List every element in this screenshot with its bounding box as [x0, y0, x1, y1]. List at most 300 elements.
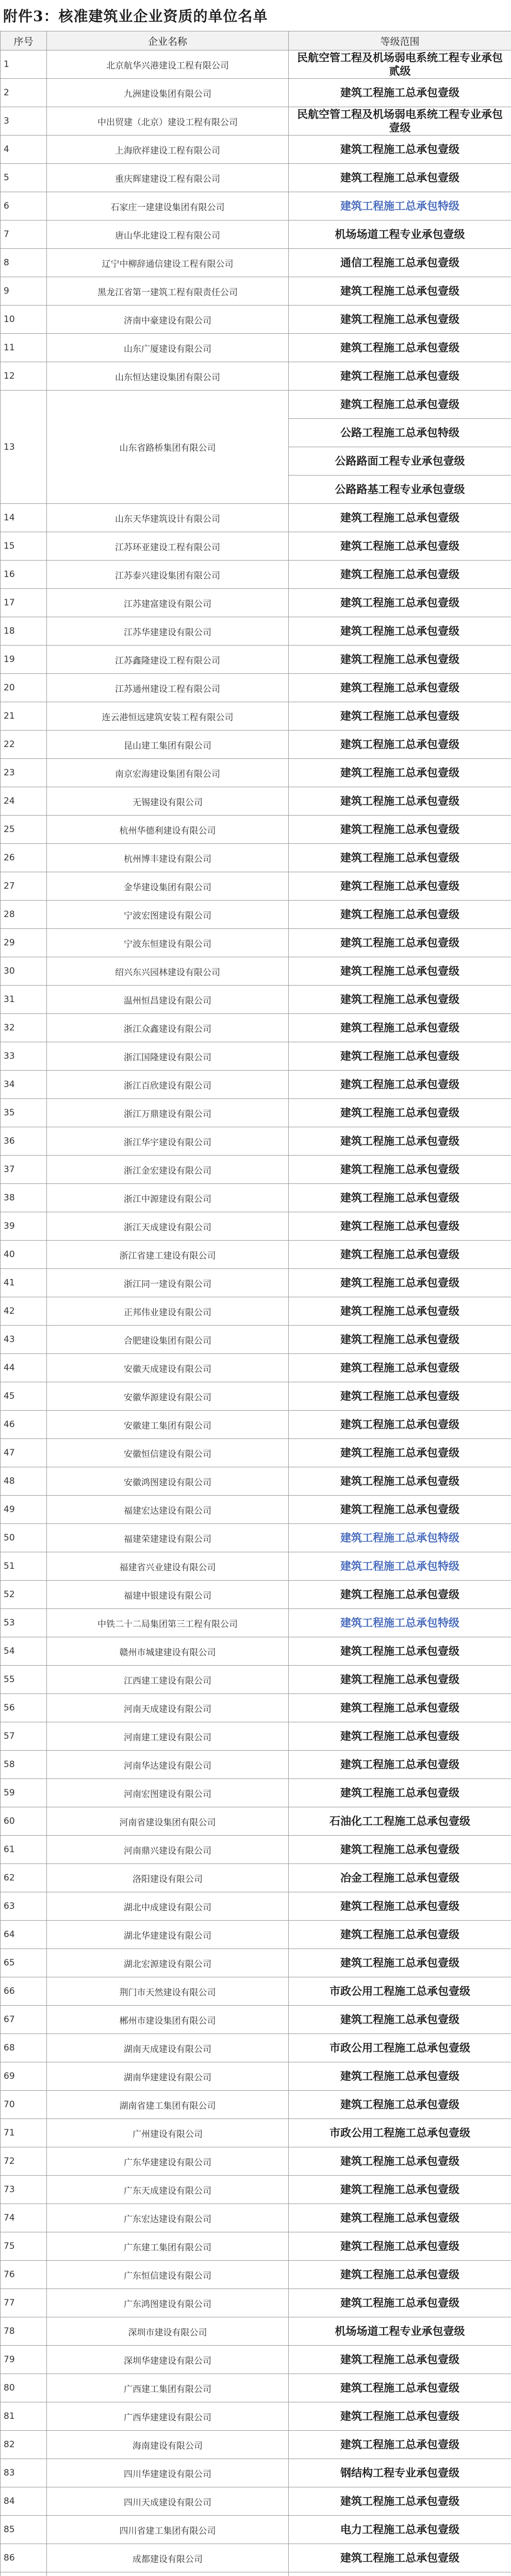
- table-row: [1, 2119, 511, 2147]
- qualification-scope: 建筑工程施工总承包壹级: [289, 2487, 511, 2516]
- row-number: 4: [1, 135, 47, 164]
- row-number: 68: [1, 2034, 47, 2062]
- company-name: 绍兴东兴园林建设有限公司: [47, 957, 289, 986]
- qualification-scope: 建筑工程施工总承包壹级: [289, 306, 511, 334]
- table-row: [1, 561, 511, 589]
- qualification-scope: 建筑工程施工总承包壹级: [289, 1751, 511, 1779]
- company-name: 四川省建工集团有限公司: [47, 2516, 289, 2544]
- qualification-scope: 建筑工程施工总承包壹级: [289, 1184, 511, 1212]
- qualification-scope: 建筑工程施工总承包壹级: [289, 844, 511, 872]
- row-number: 1: [1, 50, 47, 79]
- table-row: [1, 1836, 511, 1864]
- row-number: 43: [1, 1326, 47, 1354]
- table-row: [1, 1892, 511, 1921]
- company-name: 福建省兴业建设有限公司: [47, 1552, 289, 1581]
- company-name: 湖北华建建设有限公司: [47, 1921, 289, 1949]
- row-number: 10: [1, 306, 47, 334]
- qualification-scope: 建筑工程施工总承包壹级: [289, 1921, 511, 1949]
- company-name: 正邦伟业建设有限公司: [47, 1297, 289, 1326]
- qualification-scope: 建筑工程施工总承包壹级: [289, 1127, 511, 1156]
- company-name: 杭州博丰建设有限公司: [47, 844, 289, 872]
- qualification-scope: 建筑工程施工总承包壹级: [289, 561, 511, 589]
- company-name: 安徽建工集团有限公司: [47, 1411, 289, 1439]
- company-name: 河南鼎兴建设有限公司: [47, 1836, 289, 1864]
- company-name: 广东宏达建设有限公司: [47, 2204, 289, 2232]
- table-row: [1, 135, 511, 164]
- qualification-scope: 建筑工程施工总承包壹级: [289, 277, 511, 306]
- row-number: 67: [1, 2006, 47, 2034]
- row-number: 32: [1, 1014, 47, 1042]
- table-row: [1, 277, 511, 306]
- row-number: 40: [1, 1241, 47, 1269]
- qualification-scope: 建筑工程施工总承包壹级: [289, 901, 511, 929]
- row-number: 81: [1, 2402, 47, 2431]
- company-name: 宁波东恒建设有限公司: [47, 929, 289, 957]
- qualification-scope: 建筑工程施工总承包壹级: [289, 1042, 511, 1071]
- row-number: 5: [1, 164, 47, 192]
- row-number: 14: [1, 504, 47, 532]
- company-name: 江西建工建设有限公司: [47, 1666, 289, 1694]
- row-number: 23: [1, 759, 47, 787]
- company-name: 无锡建设有限公司: [47, 787, 289, 816]
- company-name: 深圳市建设有限公司: [47, 2317, 289, 2346]
- table-row: [1, 731, 511, 759]
- company-name: 连云港恒远建筑安装工程有限公司: [47, 702, 289, 731]
- table-row: [1, 2487, 511, 2516]
- company-name: 广东恒信建设有限公司: [47, 2261, 289, 2289]
- qualification-scope: 建筑工程施工总承包壹级: [289, 1722, 511, 1751]
- table-row: [1, 1637, 511, 1666]
- row-number: 52: [1, 1581, 47, 1609]
- table-row: [1, 1779, 511, 1807]
- qualification-scope: 公路路面工程专业承包壹级: [289, 447, 511, 476]
- company-name: 湖北中成建设有限公司: [47, 1892, 289, 1921]
- table-row: [1, 2147, 511, 2176]
- company-name: 江苏环亚建设工程有限公司: [47, 532, 289, 561]
- company-name: 重庆辉建建设工程有限公司: [47, 164, 289, 192]
- qualification-scope: 建筑工程施工总承包壹级: [289, 1354, 511, 1382]
- table-row: [1, 1467, 511, 1496]
- row-number: 36: [1, 1127, 47, 1156]
- company-name: 湖南天成建设有限公司: [47, 2034, 289, 2062]
- company-name: 湖南华建建设有限公司: [47, 2062, 289, 2091]
- qualification-scope: 建筑工程施工总承包壹级: [289, 164, 511, 192]
- company-name: 温州恒昌建设有限公司: [47, 986, 289, 1014]
- company-name: 杭州华德利建设有限公司: [47, 816, 289, 844]
- row-number: 51: [1, 1552, 47, 1581]
- row-number: 44: [1, 1354, 47, 1382]
- row-number: 82: [1, 2431, 47, 2459]
- row-number: 25: [1, 816, 47, 844]
- row-number: 84: [1, 2487, 47, 2516]
- table-row: [1, 1524, 511, 1552]
- row-number: 17: [1, 589, 47, 617]
- company-name: 九洲建设集团有限公司: [47, 79, 289, 107]
- qualification-scope: 建筑工程施工总承包壹级: [289, 1467, 511, 1496]
- company-name: 北京航华兴港建设工程有限公司: [47, 50, 289, 79]
- table-row: [1, 2459, 511, 2487]
- row-number: 50: [1, 1524, 47, 1552]
- row-number: 85: [1, 2516, 47, 2544]
- qualification-scope: 建筑工程施工总承包壹级: [289, 1156, 511, 1184]
- qualification-scope: 石油化工工程施工总承包壹级: [289, 1807, 511, 1836]
- row-number: 2: [1, 79, 47, 107]
- table-row: [1, 79, 511, 107]
- company-name: 赣州市城建建设有限公司: [47, 1637, 289, 1666]
- table-row: [1, 1241, 511, 1269]
- company-name: 海南建设有限公司: [47, 2431, 289, 2459]
- table-row: [1, 2091, 511, 2119]
- company-name: 成都建设有限公司: [47, 2544, 289, 2572]
- row-number: 73: [1, 2176, 47, 2204]
- company-name: 安徽鸿图建设有限公司: [47, 1467, 289, 1496]
- company-name: 金华建设集团有限公司: [47, 872, 289, 901]
- company-name: 广东天成建设有限公司: [47, 2176, 289, 2204]
- table-body: [1, 50, 511, 2576]
- table-row: [1, 306, 511, 334]
- row-number: 86: [1, 2544, 47, 2572]
- qualification-scope: 建筑工程施工总承包壹级: [289, 646, 511, 674]
- qualification-scope: 建筑工程施工总承包壹级: [289, 1836, 511, 1864]
- table-row: [1, 872, 511, 901]
- table-row: [1, 2034, 511, 2062]
- table-row: [1, 2006, 511, 2034]
- qualification-scope: 建筑工程施工总承包特级: [289, 1609, 511, 1637]
- row-number: 39: [1, 1212, 47, 1241]
- qualification-scope: 建筑工程施工总承包壹级: [289, 2062, 511, 2091]
- company-name: 洛阳建设有限公司: [47, 1864, 289, 1892]
- row-number: 42: [1, 1297, 47, 1326]
- company-name: 广东华建建设有限公司: [47, 2147, 289, 2176]
- table-row: [1, 2572, 511, 2576]
- company-name: 山东广厦建设有限公司: [47, 334, 289, 362]
- company-name: 广西华建建设有限公司: [47, 2402, 289, 2431]
- company-name: [47, 2572, 289, 2576]
- qualification-scope: 建筑工程施工总承包壹级: [289, 2091, 511, 2119]
- company-name: 宁波宏图建设有限公司: [47, 901, 289, 929]
- company-name: 四川华建建设有限公司: [47, 2459, 289, 2487]
- row-number: 58: [1, 1751, 47, 1779]
- table-row: [1, 2374, 511, 2402]
- table-row: [1, 986, 511, 1014]
- qualification-scope: 建筑工程施工总承包壹级: [289, 872, 511, 901]
- table-row: [1, 2261, 511, 2289]
- row-number: 75: [1, 2232, 47, 2261]
- qualification-scope: 冶金工程施工总承包壹级: [289, 1864, 511, 1892]
- row-number: 34: [1, 1071, 47, 1099]
- row-number: 48: [1, 1467, 47, 1496]
- company-name: 深圳华建建设有限公司: [47, 2346, 289, 2374]
- row-number: 30: [1, 957, 47, 986]
- table-row: [1, 1354, 511, 1382]
- row-number: 60: [1, 1807, 47, 1836]
- company-name: 郴州市建设集团有限公司: [47, 2006, 289, 2034]
- qualification-scope: 建筑工程施工总承包壹级: [289, 986, 511, 1014]
- row-number: 37: [1, 1156, 47, 1184]
- qualification-scope: 公路工程施工总承包特级: [289, 419, 511, 447]
- row-number: 56: [1, 1694, 47, 1722]
- row-number: 19: [1, 646, 47, 674]
- company-name: 江苏鑫隆建设工程有限公司: [47, 646, 289, 674]
- qualification-scope: [289, 2572, 511, 2576]
- company-name: 河南省建设集团有限公司: [47, 1807, 289, 1836]
- company-name: 广东建工集团有限公司: [47, 2232, 289, 2261]
- company-name: 石家庄一建建设集团有限公司: [47, 192, 289, 221]
- company-name: 广西建工集团有限公司: [47, 2374, 289, 2402]
- qualification-scope: 建筑工程施工总承包壹级: [289, 2006, 511, 2034]
- company-name: 山东恒达建设集团有限公司: [47, 362, 289, 391]
- row-number: 66: [1, 1977, 47, 2006]
- qualification-scope: 建筑工程施工总承包壹级: [289, 2261, 511, 2289]
- row-number: 76: [1, 2261, 47, 2289]
- row-number: 54: [1, 1637, 47, 1666]
- qualification-scope: 建筑工程施工总承包特级: [289, 1524, 511, 1552]
- table-row: [1, 957, 511, 986]
- row-number: 69: [1, 2062, 47, 2091]
- qualification-scope: 建筑工程施工总承包壹级: [289, 2204, 511, 2232]
- row-number: 64: [1, 1921, 47, 1949]
- table-row: [1, 1694, 511, 1722]
- company-name: 安徽恒信建设有限公司: [47, 1439, 289, 1467]
- company-name: 湖北宏源建设有限公司: [47, 1949, 289, 1977]
- qualification-table: [0, 31, 511, 2576]
- table-row: [1, 901, 511, 929]
- table-row: [1, 2402, 511, 2431]
- qualification-scope: 建筑工程施工总承包壹级: [289, 702, 511, 731]
- table-row: [1, 787, 511, 816]
- header-qualification: 等级范围: [289, 31, 511, 50]
- row-number: 63: [1, 1892, 47, 1921]
- row-number: 47: [1, 1439, 47, 1467]
- company-name: 福建中银建设有限公司: [47, 1581, 289, 1609]
- table-row: [1, 164, 511, 192]
- qualification-scope: 建筑工程施工总承包壹级: [289, 759, 511, 787]
- row-number: 15: [1, 532, 47, 561]
- row-number: 12: [1, 362, 47, 391]
- qualification-scope: 市政公用工程施工总承包壹级: [289, 2034, 511, 2062]
- row-number: 49: [1, 1496, 47, 1524]
- row-number: 77: [1, 2289, 47, 2317]
- table-row: [1, 759, 511, 787]
- row-number: 83: [1, 2459, 47, 2487]
- qualification-scope: 建筑工程施工总承包壹级: [289, 1071, 511, 1099]
- company-name: 广州建设有限公司: [47, 2119, 289, 2147]
- qualification-scope: 建筑工程施工总承包壹级: [289, 1439, 511, 1467]
- table-row: [1, 2062, 511, 2091]
- qualification-scope: 建筑工程施工总承包壹级: [289, 1666, 511, 1694]
- qualification-scope: 建筑工程施工总承包壹级: [289, 617, 511, 646]
- qualification-scope: 市政公用工程施工总承包壹级: [289, 2119, 511, 2147]
- qualification-scope: 建筑工程施工总承包壹级: [289, 1014, 511, 1042]
- table-row: [1, 2346, 511, 2374]
- company-name: 四川天成建设有限公司: [47, 2487, 289, 2516]
- qualification-scope: 建筑工程施工总承包壹级: [289, 787, 511, 816]
- company-name: 广东鸿图建设有限公司: [47, 2289, 289, 2317]
- table-row: [1, 1212, 511, 1241]
- company-name: 上海欣祥建设工程有限公司: [47, 135, 289, 164]
- qualification-scope: 建筑工程施工总承包壹级: [289, 957, 511, 986]
- company-name: 江苏华建建设有限公司: [47, 617, 289, 646]
- qualification-scope: 通信工程施工总承包壹级: [289, 249, 511, 277]
- table-row: [1, 1042, 511, 1071]
- company-name: 济南中豪建设有限公司: [47, 306, 289, 334]
- row-number: 26: [1, 844, 47, 872]
- table-row: [1, 1071, 511, 1099]
- qualification-scope: 建筑工程施工总承包壹级: [289, 816, 511, 844]
- company-name: 江苏通州建设工程有限公司: [47, 674, 289, 702]
- table-row: [1, 1949, 511, 1977]
- qualification-scope: 建筑工程施工总承包壹级: [289, 2346, 511, 2374]
- table-row: [1, 249, 511, 277]
- company-name: 浙江省建工建设有限公司: [47, 1241, 289, 1269]
- row-number: 46: [1, 1411, 47, 1439]
- header-company: 企业名称: [47, 31, 289, 50]
- table-row: [1, 2431, 511, 2459]
- table-row: [1, 2176, 511, 2204]
- row-number: 78: [1, 2317, 47, 2346]
- company-name: 荆门市天然建设有限公司: [47, 1977, 289, 2006]
- row-number: 16: [1, 561, 47, 589]
- table-row: [1, 929, 511, 957]
- company-name: 江苏泰兴建设集团有限公司: [47, 561, 289, 589]
- row-number: 27: [1, 872, 47, 901]
- table-row: [1, 589, 511, 617]
- table-row: [1, 646, 511, 674]
- table-row: [1, 1014, 511, 1042]
- qualification-scope: 建筑工程施工总承包壹级: [289, 1581, 511, 1609]
- row-number: 70: [1, 2091, 47, 2119]
- table-row: [1, 334, 511, 362]
- company-name: 福建宏达建设有限公司: [47, 1496, 289, 1524]
- qualification-scope: 建筑工程施工总承包壹级: [289, 1779, 511, 1807]
- qualification-scope: 建筑工程施工总承包壹级: [289, 1297, 511, 1326]
- table-row: [1, 362, 511, 391]
- qualification-scope: 建筑工程施工总承包壹级: [289, 1892, 511, 1921]
- row-number: 61: [1, 1836, 47, 1864]
- table-row: [1, 2544, 511, 2572]
- row-number: 9: [1, 277, 47, 306]
- company-name: 辽宁中柳辞通信建设工程有限公司: [47, 249, 289, 277]
- qualification-scope: 建筑工程施工总承包壹级: [289, 1326, 511, 1354]
- table-row: [1, 1496, 511, 1524]
- table-row: [1, 504, 511, 532]
- company-name: 河南建工建设有限公司: [47, 1722, 289, 1751]
- row-number: 57: [1, 1722, 47, 1751]
- company-name: 浙江华宇建设有限公司: [47, 1127, 289, 1156]
- company-name: 河南天成建设有限公司: [47, 1694, 289, 1722]
- table-row: [1, 1127, 511, 1156]
- qualification-scope: 建筑工程施工总承包壹级: [289, 1411, 511, 1439]
- company-name: 黑龙江省第一建筑工程有限责任公司: [47, 277, 289, 306]
- company-name: 中出贸建（北京）建设工程有限公司: [47, 107, 289, 135]
- row-number: 59: [1, 1779, 47, 1807]
- table-row: [1, 1864, 511, 1892]
- row-number: 65: [1, 1949, 47, 1977]
- table-row: [1, 816, 511, 844]
- qualification-scope: 机场场道工程专业承包壹级: [289, 221, 511, 249]
- row-number: 71: [1, 2119, 47, 2147]
- qualification-scope: 建筑工程施工总承包壹级: [289, 2431, 511, 2459]
- table-row: [1, 1439, 511, 1467]
- qualification-scope: 建筑工程施工总承包壹级: [289, 1949, 511, 1977]
- qualification-scope: 建筑工程施工总承包壹级: [289, 532, 511, 561]
- qualification-scope: 建筑工程施工总承包壹级: [289, 2289, 511, 2317]
- company-name: 山东省路桥集团有限公司: [47, 391, 289, 504]
- row-number: 13: [1, 391, 47, 504]
- qualification-scope: 建筑工程施工总承包壹级: [289, 79, 511, 107]
- company-name: 浙江中源建设有限公司: [47, 1184, 289, 1212]
- row-number: 20: [1, 674, 47, 702]
- table-row: [1, 2232, 511, 2261]
- qualification-scope: 建筑工程施工总承包壹级: [289, 2232, 511, 2261]
- company-name: 唐山华北建设工程有限公司: [47, 221, 289, 249]
- row-number: 79: [1, 2346, 47, 2374]
- row-number: [1, 2572, 47, 2576]
- row-number: 35: [1, 1099, 47, 1127]
- row-number: 7: [1, 221, 47, 249]
- company-name: 浙江金宏建设有限公司: [47, 1156, 289, 1184]
- table-row: [1, 1326, 511, 1354]
- table-row: [1, 2317, 511, 2346]
- row-number: 74: [1, 2204, 47, 2232]
- company-name: 山东天华建筑设计有限公司: [47, 504, 289, 532]
- row-number: 28: [1, 901, 47, 929]
- company-name: 合肥建设集团有限公司: [47, 1326, 289, 1354]
- table-row: [1, 192, 511, 221]
- qualification-scope: 公路路基工程专业承包壹级: [289, 476, 511, 504]
- qualification-scope: 建筑工程施工总承包壹级: [289, 334, 511, 362]
- company-name: 浙江国隆建设有限公司: [47, 1042, 289, 1071]
- table-row: [1, 2204, 511, 2232]
- qualification-scope: 建筑工程施工总承包壹级: [289, 674, 511, 702]
- table-header-row: [1, 31, 511, 50]
- qualification-scope: 建筑工程施工总承包壹级: [289, 929, 511, 957]
- row-number: 53: [1, 1609, 47, 1637]
- qualification-scope: 建筑工程施工总承包壹级: [289, 1382, 511, 1411]
- table-row: [1, 1269, 511, 1297]
- table-row: [1, 1977, 511, 2006]
- qualification-scope: 建筑工程施工总承包壹级: [289, 2402, 511, 2431]
- table-row: [1, 391, 511, 419]
- table-row: [1, 1751, 511, 1779]
- table-row: [1, 2516, 511, 2544]
- row-number: 72: [1, 2147, 47, 2176]
- row-number: 11: [1, 334, 47, 362]
- qualification-scope: 建筑工程施工总承包特级: [289, 192, 511, 221]
- table-row: [1, 1411, 511, 1439]
- company-name: 安徽天成建设有限公司: [47, 1354, 289, 1382]
- qualification-scope: 机场场道工程专业承包壹级: [289, 2317, 511, 2346]
- row-number: 33: [1, 1042, 47, 1071]
- row-number: 55: [1, 1666, 47, 1694]
- qualification-scope: 建筑工程施工总承包壹级: [289, 1637, 511, 1666]
- qualification-scope: 市政公用工程施工总承包壹级: [289, 1977, 511, 2006]
- row-number: 45: [1, 1382, 47, 1411]
- company-name: 安徽华源建设有限公司: [47, 1382, 289, 1411]
- table-row: [1, 1609, 511, 1637]
- company-name: 湖南省建工集团有限公司: [47, 2091, 289, 2119]
- company-name: 昆山建工集团有限公司: [47, 731, 289, 759]
- company-name: 浙江同一建设有限公司: [47, 1269, 289, 1297]
- row-number: 62: [1, 1864, 47, 1892]
- qualification-scope: 建筑工程施工总承包壹级: [289, 2374, 511, 2402]
- table-row: [1, 1382, 511, 1411]
- qualification-scope: 民航空管工程及机场弱电系统工程专业承包贰级: [289, 50, 511, 79]
- row-number: 38: [1, 1184, 47, 1212]
- table-row: [1, 107, 511, 135]
- company-name: 河南宏图建设有限公司: [47, 1779, 289, 1807]
- table-row: [1, 1099, 511, 1127]
